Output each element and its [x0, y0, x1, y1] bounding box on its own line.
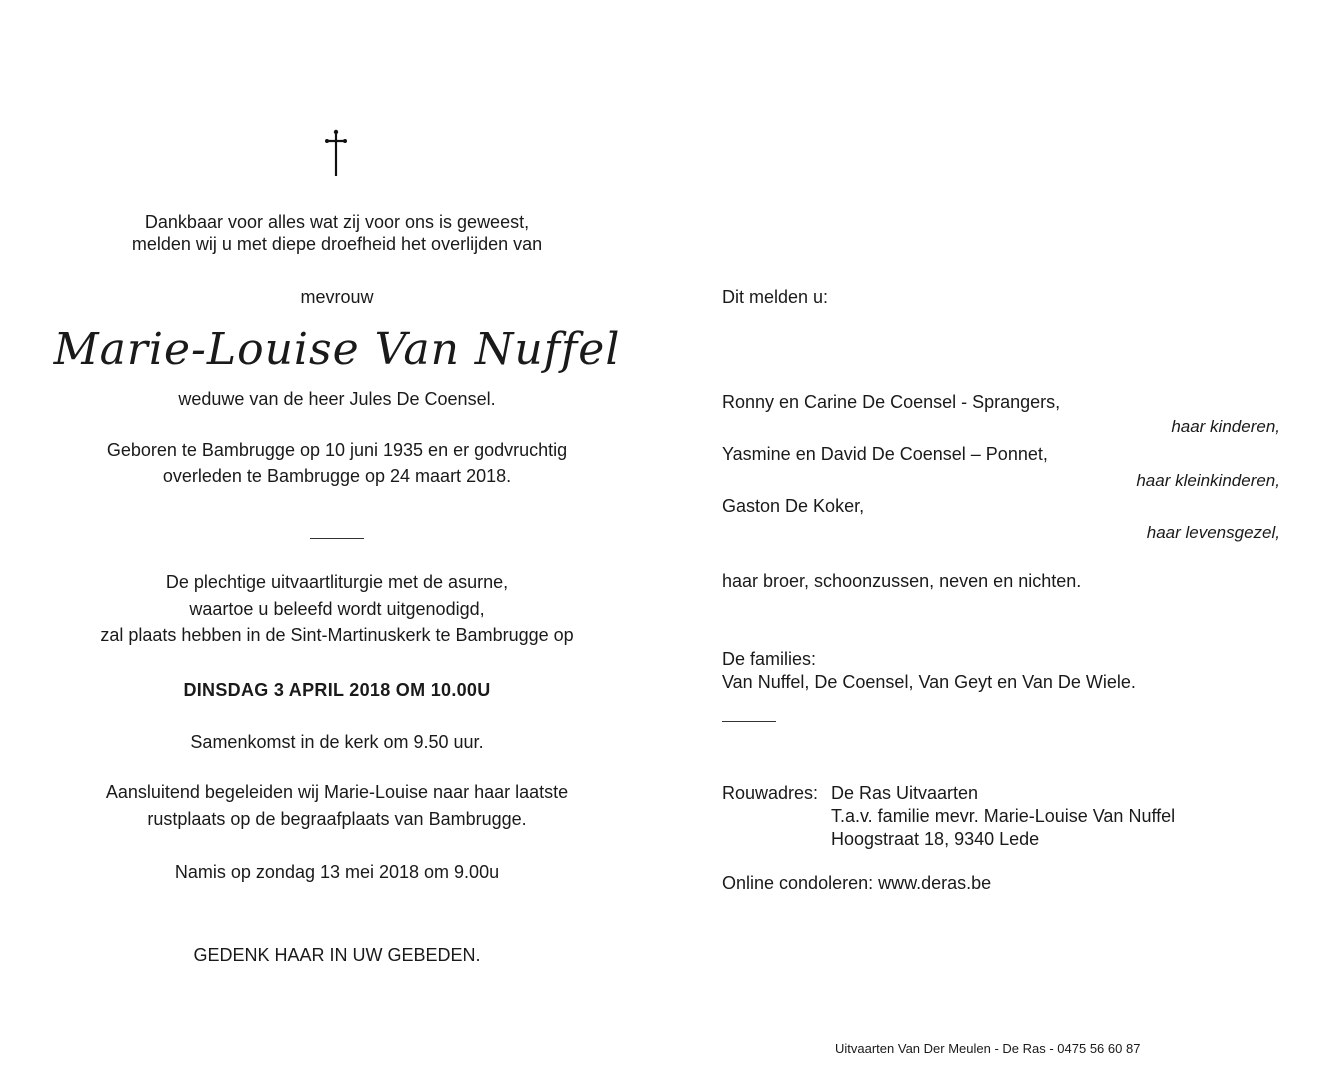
remember-prayer: GEDENK HAAR IN UW GEBEDEN.: [193, 945, 481, 965]
footer-funeral-home: Uitvaarten Van Der Meulen - De Ras - 0475 56 60 87: [835, 1041, 1141, 1056]
divider-right: [722, 721, 776, 722]
family-names-3: Gaston De Koker,: [722, 496, 865, 516]
divider-left: [310, 538, 364, 539]
address-line-2: T.a.v. familie mevr. Marie-Louise Van Nuffel: [831, 806, 1176, 826]
address-label: Rouwadres:: [722, 783, 819, 803]
family-names-2: Yasmine en David De Coensel – Ponnet,: [722, 444, 1048, 464]
intro-line-2: melden wij u met diepe droefheid het overlijden van: [131, 234, 543, 254]
burial-line-1: Aansluitend begeleiden wij Marie-Louise naar haar laatste: [105, 782, 569, 802]
families-names: Van Nuffel, De Coensel, Van Geyt en Van De Wiele.: [722, 672, 1136, 692]
gathering: Samenkomst in de kerk om 9.50 uur.: [190, 732, 484, 752]
online-condolences: Online condoleren: www.deras.be: [722, 873, 992, 893]
family-relation-1: haar kinderen,: [1171, 417, 1280, 436]
namis: Namis op zondag 13 mei 2018 om 9.00u: [174, 862, 500, 882]
burial-line-2: rustplaats op de begraafplaats van Bambrugge.: [147, 809, 527, 829]
ceremony-line-1: De plechtige uitvaartliturgie met de asurne,: [165, 572, 509, 592]
deceased-name: Marie-Louise Van Nuffel: [53, 324, 621, 375]
intro-line-1: Dankbaar voor alles wat zij voor ons is geweest,: [144, 212, 530, 232]
family-names-1: Ronny en Carine De Coensel - Sprangers,: [722, 392, 1061, 412]
announce: Dit melden u:: [722, 287, 829, 307]
ceremony-line-2: waartoe u beleefd wordt uitgenodigd,: [189, 599, 485, 619]
widow-of: weduwe van de heer Jules De Coensel.: [178, 389, 496, 409]
birth-line-1: Geboren te Bambrugge op 10 juni 1935 en er godvruchtig: [106, 440, 568, 460]
address-line-1: De Ras Uitvaarten: [831, 783, 979, 803]
family-relation-2: haar kleinkinderen,: [1136, 471, 1280, 490]
family-relation-3: haar levensgezel,: [1146, 523, 1280, 542]
birth-line-2: overleden te Bambrugge op 24 maart 2018.: [162, 466, 512, 486]
address-line-3: Hoogstraat 18, 9340 Lede: [831, 829, 1040, 849]
ceremony-date-time: DINSDAG 3 APRIL 2018 OM 10.00U: [183, 680, 491, 700]
other-relatives: haar broer, schoonzussen, neven en nichten.: [722, 571, 1082, 591]
cross-icon: [318, 128, 354, 178]
ceremony-line-3: zal plaats hebben in de Sint-Martinuskerk te Bambrugge op: [100, 625, 574, 645]
salutation: mevrouw: [300, 287, 374, 307]
families-label: De families:: [722, 649, 817, 669]
